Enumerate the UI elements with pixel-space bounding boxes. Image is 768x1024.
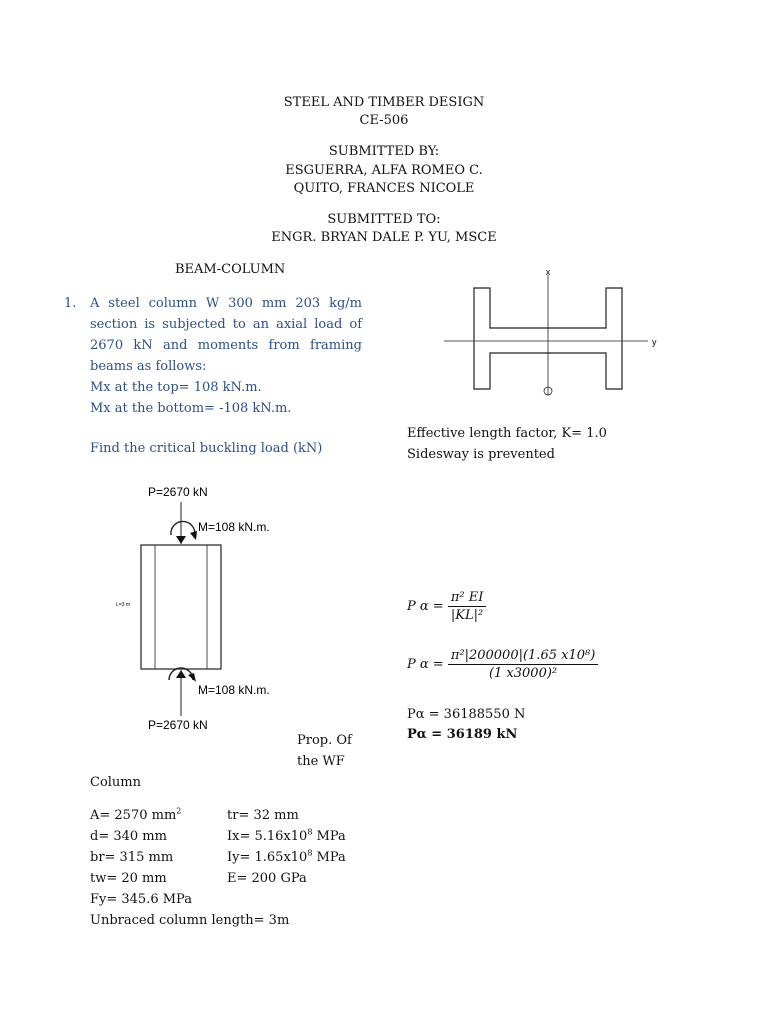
result-kilonewton: Pα = 36189 kN: [407, 727, 518, 742]
top-load-label: P=2670 kN: [148, 485, 208, 499]
formula-1: [407, 590, 486, 623]
top-moment-label: M=108 kN.m.: [198, 520, 270, 534]
prop-tr: tr= 32 mm: [227, 808, 299, 823]
problem-statement: [90, 293, 362, 419]
prop-fy: Fy= 345.6 MPa: [90, 892, 192, 907]
prop-ix: $Ix= 5.16x10^8$ MPa: [227, 827, 346, 844]
prop-iy: $Iy= 1.65x10^8$ MPa: [227, 848, 346, 865]
wf-section-diagram: [440, 265, 670, 405]
problem-line: beams as follows:: [90, 359, 207, 374]
problem-line: 2670 kN and moments from framing: [90, 338, 362, 353]
problem-line: A steel column W 300 mm 203 kg/m: [90, 296, 362, 311]
top-moment-arrow: [171, 521, 195, 538]
submitted-by-label: SUBMITTED BY:: [328, 144, 440, 159]
problem-question: Find the critical buckling load (kN): [90, 441, 323, 456]
formula-1-fraction: [448, 590, 487, 623]
x-axis-label: x: [545, 267, 551, 277]
problem-line: section is subjected to an axial load of: [90, 317, 362, 332]
formula-2-fraction: [448, 648, 598, 681]
prop-tw: tw= 20 mm: [90, 871, 167, 886]
author-2: QUITO, FRANCES NICOLE: [293, 181, 475, 196]
prop-br: br= 315 mm: [90, 850, 174, 865]
author-1: ESGUERRA, ALFA ROMEO C.: [285, 163, 483, 178]
formula-lhs: P α =: [407, 599, 444, 614]
sidesway-text: Sidesway is prevented: [407, 447, 555, 462]
formula-1-numerator: π² EI: [448, 590, 487, 607]
formula-2-numerator: π²|200000|(1.65 x10⁸): [448, 648, 598, 665]
y-axis-label: y: [652, 337, 657, 347]
formula-2-denominator: (1 x3000)²: [488, 666, 558, 681]
formula-2: [407, 648, 598, 681]
prop-e: E= 200 GPa: [227, 871, 307, 886]
problem-number: 1.: [64, 296, 77, 311]
instructor-name: ENGR. BRYAN DALE P. YU, MSCE: [271, 230, 497, 245]
formula-1-denominator: |KL|²: [450, 608, 484, 623]
problem-line: Mx at the bottom= -108 kN.m.: [90, 401, 292, 416]
course-title: STEEL AND TIMBER DESIGN: [283, 95, 485, 110]
section-title: BEAM-COLUMN: [175, 262, 286, 277]
column-load-diagram: [110, 478, 310, 740]
column-length-label: L=3 m: [116, 602, 131, 608]
bottom-moment-label: M=108 kN.m.: [198, 683, 270, 697]
prop-area: A= 2570 $mm^2$: [90, 806, 182, 823]
result-newton: Pα = 36188550 N: [407, 707, 526, 722]
properties-table: [90, 805, 346, 931]
course-code: CE-506: [359, 113, 409, 128]
problem-line: Mx at the top= 108 kN.m.: [90, 380, 262, 395]
effective-length-text: Effective length factor, K= 1.0: [407, 426, 607, 441]
column-body: [141, 545, 221, 669]
prop-unbraced-length: Unbraced column length= 3m: [90, 913, 290, 928]
props-heading-line2: the WF: [297, 754, 345, 769]
prop-d: d= 340 mm: [90, 829, 167, 844]
submitted-to-label: SUBMITTED TO:: [327, 212, 441, 227]
bottom-load-label: P=2670 kN: [148, 718, 208, 732]
formula-lhs: P α =: [407, 657, 444, 672]
props-heading-line3: Column: [90, 775, 142, 790]
props-heading-line1: Prop. Of: [297, 733, 352, 748]
